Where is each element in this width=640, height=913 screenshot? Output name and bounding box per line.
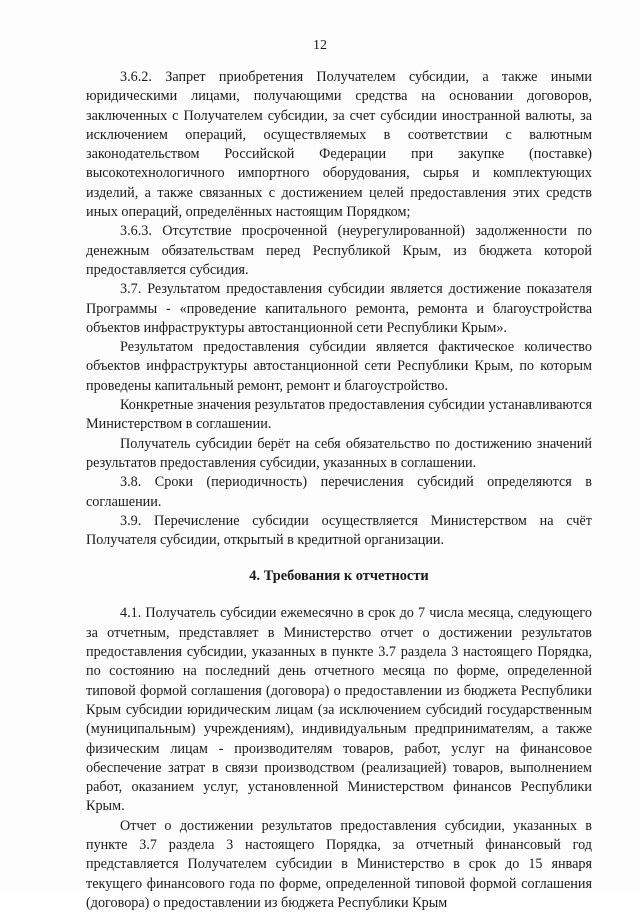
document-body [86,68,592,913]
paragraph-result-definition: Результатом предоставления субсидии является фактическое количество объектов инфраструктуры автостанционной сети Республики Крым, по которым проведены капитальный ремонт, ремонт и благоустройство. [86,339,592,394]
paragraph-3-7: 3.7. Результатом предоставления субсидии является достижение показателя Программы - «проведение капитального ремонта, ремонта и благоустройства объектов инфраструктуры автостанционной сети Республики Крым». [86,281,592,336]
paragraph-3-9: 3.9. Перечисление субсидии осуществляется Министерством на счёт Получателя субсидии, открытый в кредитной организации. [86,512,592,549]
paragraph-annual-report: Отчет о достижении результатов предоставления субсидии, указанных в пункте 3.7 раздела 3 настоящего Порядка, за отчетный финансовый год представляется Получателем субсидии в Министерство в срок до 15 января текущего финансового года по форме, определенной типовой формой соглашения (договора) о предоставлении из бюджета Республики Крым [86,817,592,911]
paragraph-3-8: 3.8. Сроки (периодичность) перечисления субсидий определяются в соглашении. [86,474,592,510]
paragraph-result-values: Конкретные значения результатов предоставления субсидии устанавливаются Министерством в соглашении. [86,397,592,433]
page-number: 12 [313,38,327,53]
paragraph-3-6-2: 3.6.2. Запрет приобретения Получателем субсидии, а также иными юридическими лицами, получающими средства на основании договоров, заключенных с Получателем субсидии, за счет субсидии иностранной валюты, за исключением операций, осуществляемых в соответствии с валютным законодательством Российской Федерации при закупке (поставке) высокотехнологичного импортного оборудования, сырья и комплектующих изделий, а также связанных с достижением целей предоставления этих средств иных операций, определённых настоящим Порядком; [86,69,592,221]
paragraph-recipient-obligation: Получатель субсидии берёт на себя обязательство по достижению значений результатов предоставления субсидии, указанных в соглашении. [86,435,592,471]
section-heading-reporting: 4. Требования к отчетности [249,568,429,585]
paragraph-4-1: 4.1. Получатель субсидии ежемесячно в срок до 7 числа месяца, следующего за отчетным, представляет в Министерство отчет о достижении результатов предоставления субсидии, указанных в пункте 3.7 раздела 3 настоящего Порядка, по состоянию на последний день отчетного месяца по форме, определенной типовой формой соглашения (договора) о предоставлении из бюджета Республики Крым субсидии юридическим лицам (за исключением субсидий государственным (муниципальным) учреждениям), индивидуальным предпринимателям, а также физическим лицам - производителям товаров, работ, услуг на финансовое обеспечение затрат в связи производством (реализацией) товаров, выполнением работ, оказанием услуг, установленной Министерством финансов Республики Крым. [86,605,592,815]
paragraph-3-6-3: 3.6.3. Отсутствие просроченной (неурегулированной) задолженности по денежным обязательствам перед Республикой Крым, из бюджета которой предоставляется субсидия. [86,223,592,278]
